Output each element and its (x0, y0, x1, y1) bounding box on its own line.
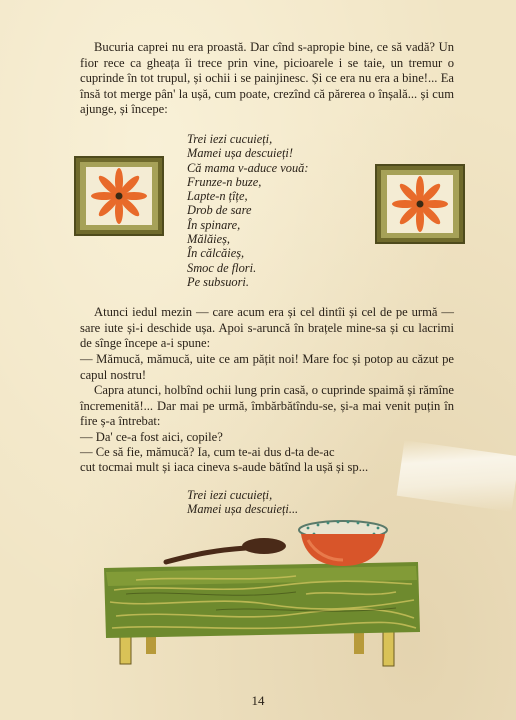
dialogue-kid-answer: — Ce să fie, mămucă? Ia, cum te-ai dus d-ta de-ac (80, 445, 335, 459)
dialogue-kid-answer-cont: cut tocmai mult și iaca cineva s-aude bătînd la ușă și sp... (80, 460, 369, 474)
poem-line: Smoc de flori. (187, 260, 257, 275)
page-number: 14 (251, 693, 265, 708)
poem-song-first (187, 132, 308, 289)
right-framed-flower-picture (374, 163, 466, 245)
poem-line: Trei iezi cucuieți, (187, 132, 273, 146)
poem-line: Mamei ușa descuieți... (187, 502, 299, 517)
wooden-spoon-bowl (242, 538, 286, 554)
dialogue-kid-lament: — Mămucă, mămucă, uite ce am pățit noi! Mare foc și potop au căzut pe capul nostru! (80, 352, 454, 382)
poem-line: În spinare, (187, 217, 241, 232)
poem-line: Pe subsuori. (187, 274, 249, 289)
poem-line: Drob de sare (187, 203, 252, 218)
poem-line: Că mama v-aduce vouă: (187, 160, 309, 175)
poem-line: Mamei ușa descuieți! (187, 146, 293, 161)
poem-line: Lapte-n țîțe, (187, 189, 248, 204)
dialogue-goat-question: — Da' ce-a fost aici, copile? (80, 430, 223, 444)
paragraph-goat-arrives: Bucuria caprei nu era proastă. Dar cînd s-apropie bine, ce să vadă? Un fior rece ca gheața îi trece prin vine, picioarele i se taie, un tremur o cuprinde în tot trupul, și ochii i se painjinesc. Și ce era nu era a bine!... Ea însă tot merge pân' la ușă, cum poate, crezînd că părerea o înșală... și cum ajunge, și începe: (80, 40, 454, 117)
torn-page-damage (397, 440, 516, 512)
left-framed-flower-picture (73, 155, 165, 237)
poem-line: Frunze-n buze, (187, 174, 262, 189)
table-leg (383, 630, 394, 666)
wooden-spoon-handle (166, 548, 246, 562)
table-illustration (96, 510, 426, 670)
poem-line: În călcăieș, (187, 246, 245, 261)
paragraph-goat-frightened: Capra atunci, holbînd ochii lung prin casă, o cuprinde spaimă și rămîne încremenită!... Dar mai pe urmă, îmbărbătîndu-se, și-a mai venit puțin în fire ș-a întrebat: (80, 383, 454, 429)
poem-line: Trei iezi cucuieți, (187, 488, 273, 502)
paragraph-kid-opens-door: Atunci iedul mezin — care acum era și cel dintîi și cel de pe urmă — sare iute și-i deschide ușa. Apoi s-aruncă în brațele mine-sa și cu lacrimi de sînge începe a-i spune: (80, 305, 454, 351)
poem-line: Mălăieș, (187, 232, 231, 247)
